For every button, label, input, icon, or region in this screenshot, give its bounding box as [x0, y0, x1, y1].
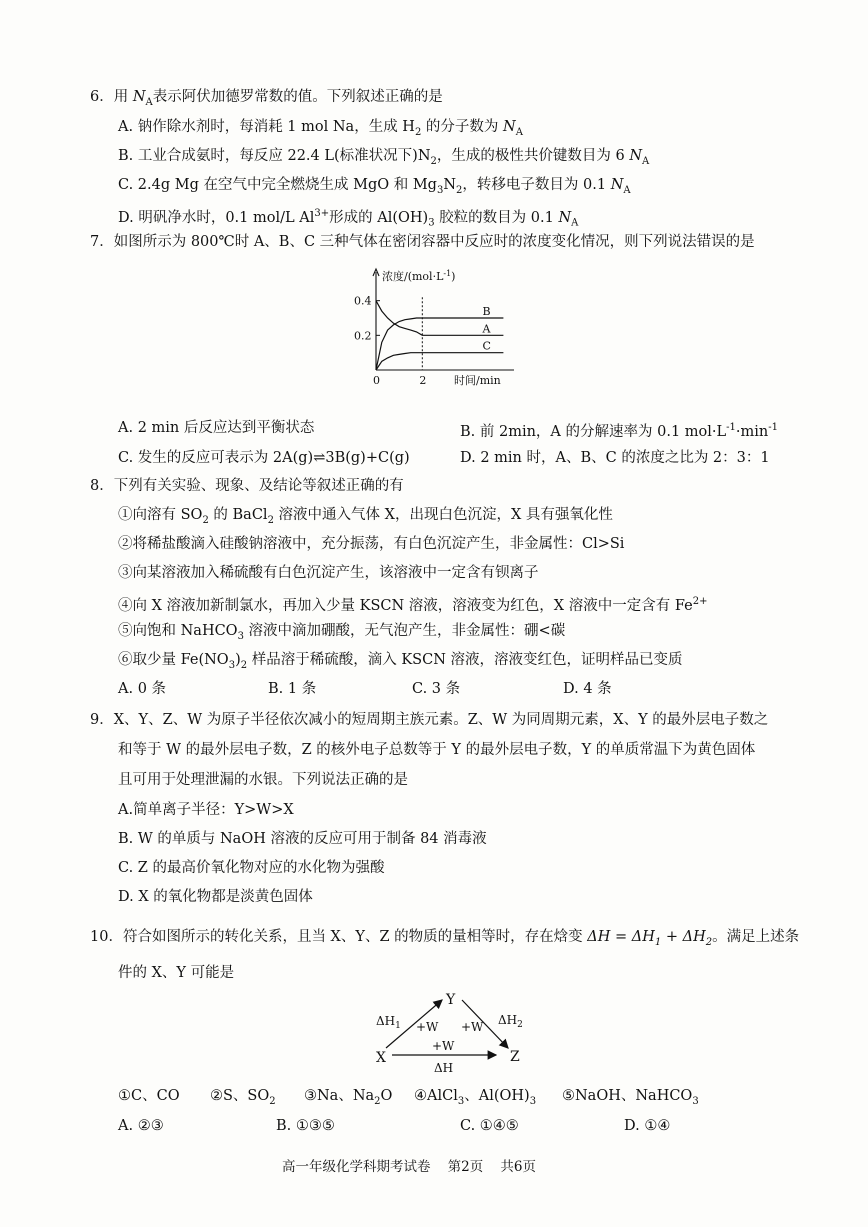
page-footer: 高一年级化学科期考试卷 第2页 共6页 [282, 1159, 537, 1175]
q10-option-1: ①C、CO [118, 1088, 180, 1104]
x-axis-label: 时间/min [454, 374, 501, 387]
w1-label: +W [416, 1020, 439, 1034]
q7-stem: 7．如图所示为 800℃时 A、B、C 三种气体在密闭容器中反应时的浓度变化情况，则下列说法错误的是 [90, 234, 755, 250]
q7-chart [340, 266, 520, 390]
q9-stem-line-1: 9．X、Y、Z、W 为原子半径依次减小的短周期主族元素。Z、W 为同周期元素，X、Y 的最外层电子数之 [90, 712, 769, 728]
q9-option-a: A.简单离子半径：Y>W>X [118, 802, 294, 818]
q10-stem-line-2: 件的 X、Y 可能是 [118, 965, 235, 981]
q10-option-3: ③Na、$Na_2O$ [304, 1088, 393, 1107]
q9-stem-line-2: 和等于 W 的最外层电子数，Z 的核外电子总数等于 Y 的最外层电子数，Y 的单质常温下为黄色固体 [118, 742, 756, 758]
q6-option-b: B. 工业合成氨时，每反应 22.4 L(标准状况下)$N_2$，生成的极性共价键数目为 6 $N_A$ [118, 148, 650, 167]
q8-option-d: D. 4 条 [563, 681, 612, 697]
q10-choice-a: A. ②③ [118, 1118, 164, 1134]
series-label-a: A [482, 322, 491, 336]
q8-statement-3: ③向某溶液加入稀硫酸有白色沉淀产生，该溶液中一定含有钡离子 [118, 565, 539, 581]
q10-option-2: ②S、$SO_2$ [210, 1088, 276, 1107]
w2-label: +W [461, 1020, 484, 1034]
series-label-c: C [482, 339, 491, 353]
q8-stem: 8．下列有关实验、现象、及结论等叙述正确的有 [90, 478, 404, 494]
q10-choice-c: C. ①④⑤ [460, 1118, 519, 1134]
q10-transformation-diagram [370, 988, 540, 1080]
y-tick-label: 0.4 [354, 294, 372, 308]
q8-statement-2: ②将稀盐酸滴入硅酸钠溶液中，充分振荡，有白色沉淀产生，非金属性：Cl>Si [118, 536, 625, 552]
node-x-label: X [376, 1050, 386, 1066]
dh1-label: $\Delta H_1$ [376, 1014, 401, 1031]
q10-option-4: ④AlCl$_3$、$Al(OH)_3$ [414, 1088, 537, 1107]
dh-label: ΔH [434, 1061, 454, 1075]
series-label-b: B [482, 305, 491, 318]
q6-option-c: C. 2.4g Mg 在空气中完全燃烧生成 MgO 和 $Mg_3N_2$，转移电子数目为 0.1 $N_A$ [118, 177, 631, 196]
q8-option-b: B. 1 条 [268, 681, 317, 697]
q6-stem: 6．用 $N_A$表示阿伏加德罗常数的值。下列叙述正确的是 [90, 89, 443, 108]
q7-option-d: D. 2 min 时，A、B、C 的浓度之比为 2：3：1 [460, 450, 770, 466]
q10-choice-d: D. ①④ [624, 1118, 671, 1134]
q7-option-a: A. 2 min 后反应达到平衡状态 [118, 420, 315, 436]
q8-option-c: C. 3 条 [412, 681, 461, 697]
x-tick-label: 0 [373, 374, 380, 387]
q7-option-c: C. 发生的反应可表示为 2A(g)⇌3B(g)+C(g) [118, 450, 410, 466]
q8-statement-1: ①向溶有 $SO_2$ 的 BaCl$_2$ 溶液中通入气体 X，出现白色沉淀，X 具有强氧化性 [118, 507, 613, 526]
y-tick-label: 0.2 [354, 329, 372, 343]
q10-choice-b: B. ①③⑤ [276, 1118, 335, 1134]
q8-statement-4: ④向 X 溶液加新制氯水，再加入少量 KSCN 溶液，溶液变为红色，X 溶液中一定含有 $Fe^{2+}$ [118, 596, 708, 614]
q6-option-a: A. 钠作除水剂时，每消耗 1 mol Na，生成 $H_2$ 的分子数为 $N_A$ [118, 119, 523, 138]
x-tick-label: 2 [419, 374, 427, 387]
q10-stem-line-1: 10．符合如图所示的转化关系，且当 X、Y、Z 的物质的量相等时，存在焓变 $\Delta H = \Delta H_1 + \Delta H_2$。满足上述条 [90, 929, 800, 948]
node-z-label: Z [510, 1049, 520, 1065]
node-y-label: Y [446, 992, 456, 1008]
q9-option-b: B. W 的单质与 NaOH 溶液的反应可用于制备 84 消毒液 [118, 831, 487, 847]
q9-stem-line-3: 且可用于处理泄漏的水银。下列说法正确的是 [118, 772, 408, 788]
q8-statement-6: ⑥取少量 $Fe(NO_3)_2$ 样品溶于稀硫酸，滴入 KSCN 溶液，溶液变红色，证明样品已变质 [118, 652, 683, 671]
q9-option-d: D. X 的氧化物都是淡黄色固体 [118, 889, 313, 905]
dh2-label: $\Delta H_2$ [498, 1013, 523, 1030]
q6-option-d: D. 明矾净水时，0.1 mol/L $Al^{3+}$形成的 $Al(OH)_3$ 胶粒的数目为 0.1 $N_A$ [118, 208, 579, 229]
q10-option-5: ⑤NaOH、NaHCO$_3$ [562, 1088, 699, 1107]
y-axis-label: 浓度$/(mol\cdot L^{-1})$ [382, 269, 456, 283]
q9-option-c: C. Z 的最高价氧化物对应的水化物为强酸 [118, 860, 385, 876]
q8-statement-5: ⑤向饱和 NaHCO$_3$ 溶液中滴加硼酸，无气泡产生，非金属性：硼<碳 [118, 623, 566, 642]
series-line-c [376, 353, 503, 370]
w3-label: +W [432, 1039, 455, 1053]
equilibrium-arrow-icon: ⇌ [313, 450, 326, 466]
q8-option-a: A. 0 条 [118, 681, 167, 697]
q7-option-b: B. 前 2min，A 的分解速率为 0.1 $mol\cdot L^{-1}\cdot\min^{-1}$ [460, 422, 778, 440]
